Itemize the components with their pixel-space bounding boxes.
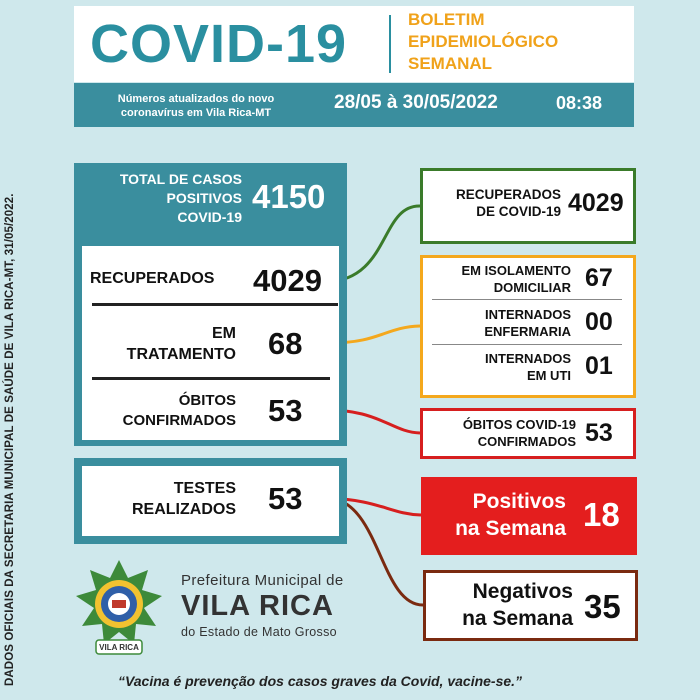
city-name: VILA RICA	[181, 590, 334, 622]
recuperados-detail-value: 4029	[568, 189, 624, 217]
vaccine-quote: “Vacina é prevenção dos casos graves da Covid, vacine-se.”	[117, 673, 523, 689]
obitos-label: ÓBITOS CONFIRMADOS	[122, 392, 236, 429]
separator	[432, 299, 622, 300]
state-line: do Estado de Mato Grosso	[181, 625, 337, 639]
separator	[432, 344, 622, 345]
side-source-text: DADOS OFICIAIS DA SECRETARIA MUNICIPAL DE SAÚDE DE VILA RICA-MT, 31/05/2022.	[4, 193, 16, 686]
obitos-detail-value: 53	[585, 419, 613, 447]
boletim-title: BOLETIM EPIDEMIOLÓGICO SEMANAL	[408, 10, 559, 73]
header-subtitle: Números atualizados do novo coronavírus em Vila Rica-MT	[117, 93, 275, 119]
testes-value: 53	[268, 481, 303, 516]
tratamento-label: EM TRATAMENTO	[126, 325, 236, 363]
separator	[92, 303, 338, 306]
positivos-label: Positivos na Semana	[455, 490, 566, 540]
negativos-value: 35	[584, 588, 621, 625]
recuperados-label: RECUPERADOS	[90, 270, 215, 287]
prefeitura-line: Prefeitura Municipal de	[181, 572, 344, 589]
separator	[92, 377, 330, 380]
obitos-detail-label: ÓBITOS COVID-19 CONFIRMADOS	[462, 417, 576, 449]
testes-label: TESTES REALIZADOS	[132, 480, 236, 518]
negativos-label: Negativos na Semana	[462, 580, 573, 630]
uti-label: INTERNADOS EM UTI	[485, 351, 571, 383]
obitos-value: 53	[268, 393, 303, 428]
header-dates: 28/05 à 30/05/2022	[334, 92, 498, 113]
seal-text: VILA RICA	[99, 643, 139, 652]
total-cases-value: 4150	[252, 178, 326, 215]
recuperados-value: 4029	[253, 263, 322, 298]
enfermaria-value: 00	[585, 308, 613, 336]
tratamento-value: 68	[268, 326, 303, 361]
recuperados-detail-label: RECUPERADOS DE COVID-19	[455, 187, 561, 219]
city-seal-icon	[72, 556, 166, 662]
uti-value: 01	[585, 352, 613, 380]
isolamento-value: 67	[585, 264, 613, 292]
page-title: COVID-19	[90, 14, 348, 74]
enfermaria-label: INTERNADOS ENFERMARIA	[484, 307, 571, 339]
positivos-value: 18	[583, 496, 620, 533]
isolamento-label: EM ISOLAMENTO DOMICILIAR	[461, 263, 571, 295]
total-cases-label: TOTAL DE CASOS POSITIVOS COVID-19	[119, 171, 242, 225]
header-time: 08:38	[556, 93, 603, 113]
